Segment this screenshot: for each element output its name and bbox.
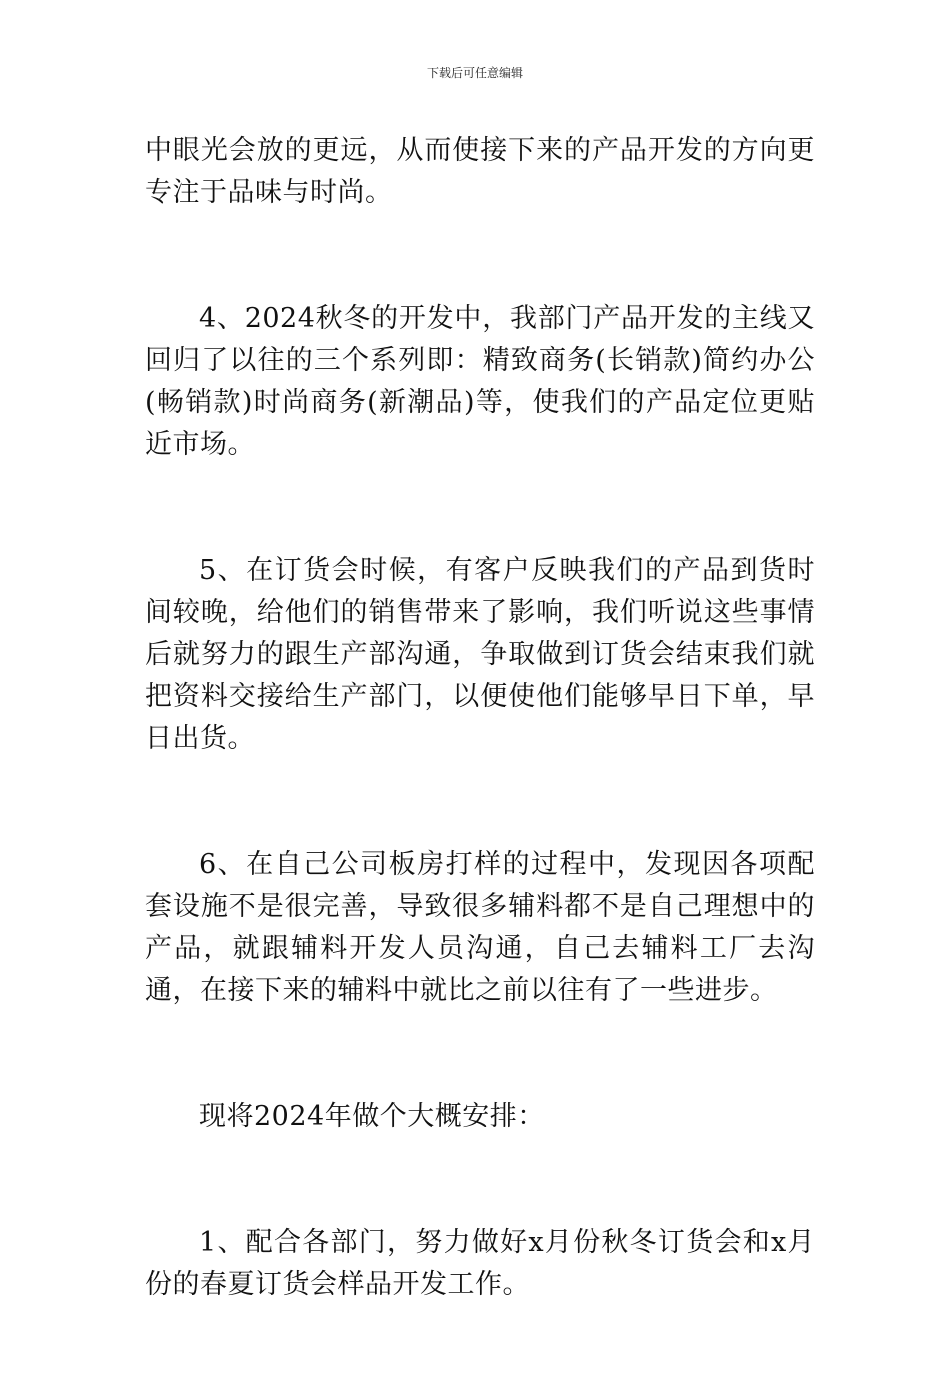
paragraph-continuation: 中眼光会放的更远，从而使接下来的产品开发的方向更专注于品味与时尚。 [145, 135, 815, 208]
paragraph-item-4: 4、2024秋冬的开发中，我部门产品开发的主线又回归了以往的三个系列即：精致商务(长销款)简约办公(畅销款)时尚商务(新潮品)等，使我们的产品定位更贴近市场。 [145, 303, 815, 460]
document-body [145, 130, 815, 1390]
page-header: 下载后可任意编辑 [426, 66, 523, 80]
paragraph-plan-intro: 现将2024年做个大概安排： [199, 1101, 545, 1132]
paragraph-item-6: 6、在自己公司板房打样的过程中，发现因各项配套设施不是很完善，导致很多辅料都不是自己理想中的产品，就跟辅料开发人员沟通，自己去辅料工厂去沟通，在接下来的辅料中就比之前以往有了一些进步。 [145, 849, 815, 1006]
paragraph-plan-item-1: 1、配合各部门，努力做好x月份秋冬订货会和x月份的春夏订货会样品开发工作。 [145, 1227, 815, 1300]
paragraph-item-5: 5、在订货会时候，有客户反映我们的产品到货时间较晚，给他们的销售带来了影响，我们听说这些事情后就努力的跟生产部沟通，争取做到订货会结束我们就把资料交接给生产部门，以便使他们能够早日下单，早日出货。 [145, 555, 815, 754]
